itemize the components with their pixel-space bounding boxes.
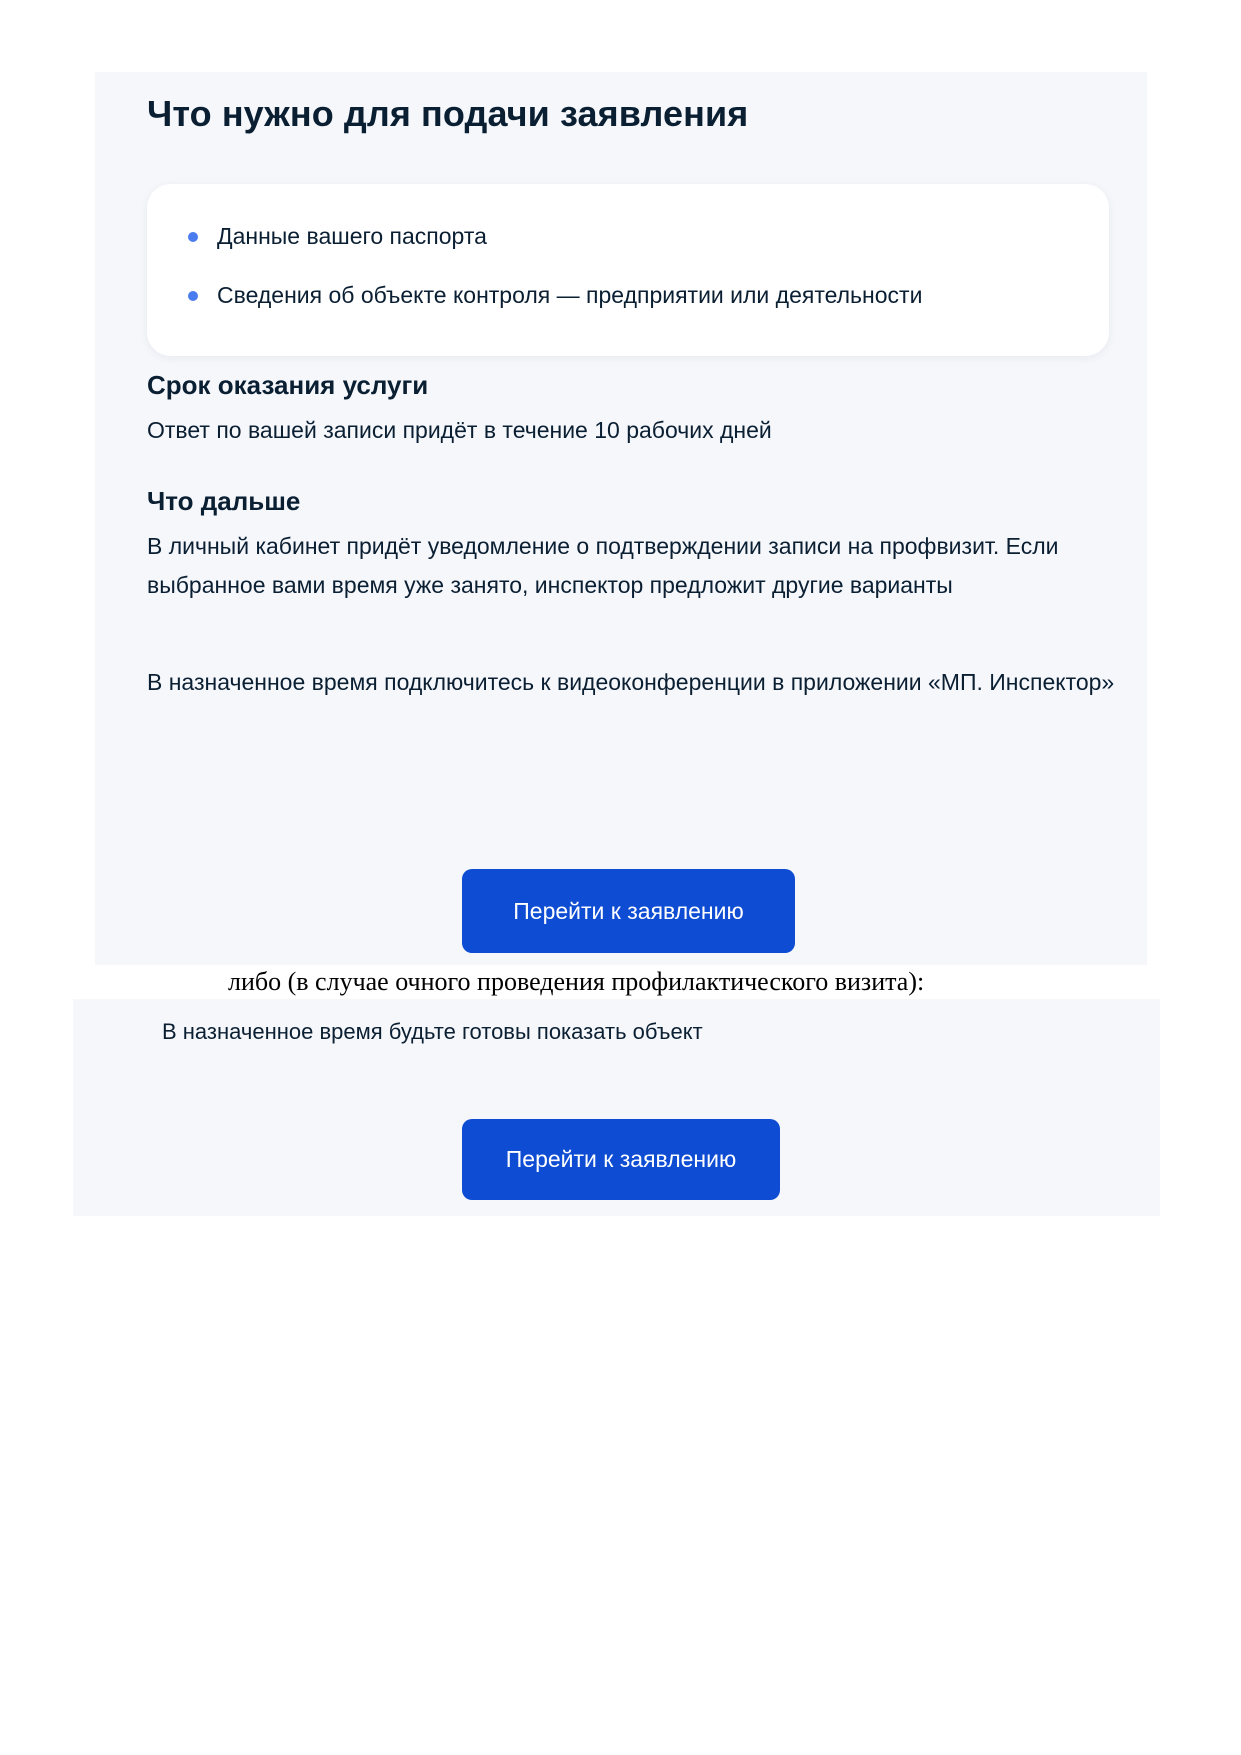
next-steps-heading: Что дальше xyxy=(147,486,301,516)
bullet-dot-icon xyxy=(188,291,198,301)
requirement-control-object: Сведения об объекте контроля — предприятии или деятельности xyxy=(217,282,923,308)
in-person-visit-text: В назначенное время будьте готовы показать объект xyxy=(162,1019,703,1044)
next-steps-notification-text: В личный кабинет придёт уведомление о подтверждении записи на профвизит. Если выбранное вами время уже занято, инспектор предложит другие варианты xyxy=(147,533,1059,598)
page-title: Что нужно для подачи заявления xyxy=(147,93,749,134)
application-info-panel xyxy=(95,72,1147,965)
alternative-note: либо (в случае очного проведения профилактического визита): xyxy=(228,967,925,996)
list-item xyxy=(185,222,922,250)
list-item xyxy=(185,281,922,309)
requirement-passport: Данные вашего паспорта xyxy=(217,223,487,249)
go-to-application-button[interactable]: Перейти к заявлению xyxy=(462,869,795,953)
requirements-card xyxy=(147,184,1109,356)
service-term-heading: Срок оказания услуги xyxy=(147,370,429,400)
go-to-application-button[interactable]: Перейти к заявлению xyxy=(462,1119,780,1200)
requirements-list xyxy=(185,222,922,340)
in-person-visit-panel xyxy=(73,999,1160,1216)
service-term-text: Ответ по вашей записи придёт в течение 10 рабочих дней xyxy=(147,417,772,443)
next-steps-videoconference-text: В назначенное время подключитесь к видеоконференции в приложении «МП. Инспектор» xyxy=(147,669,1115,695)
bullet-dot-icon xyxy=(188,232,198,242)
